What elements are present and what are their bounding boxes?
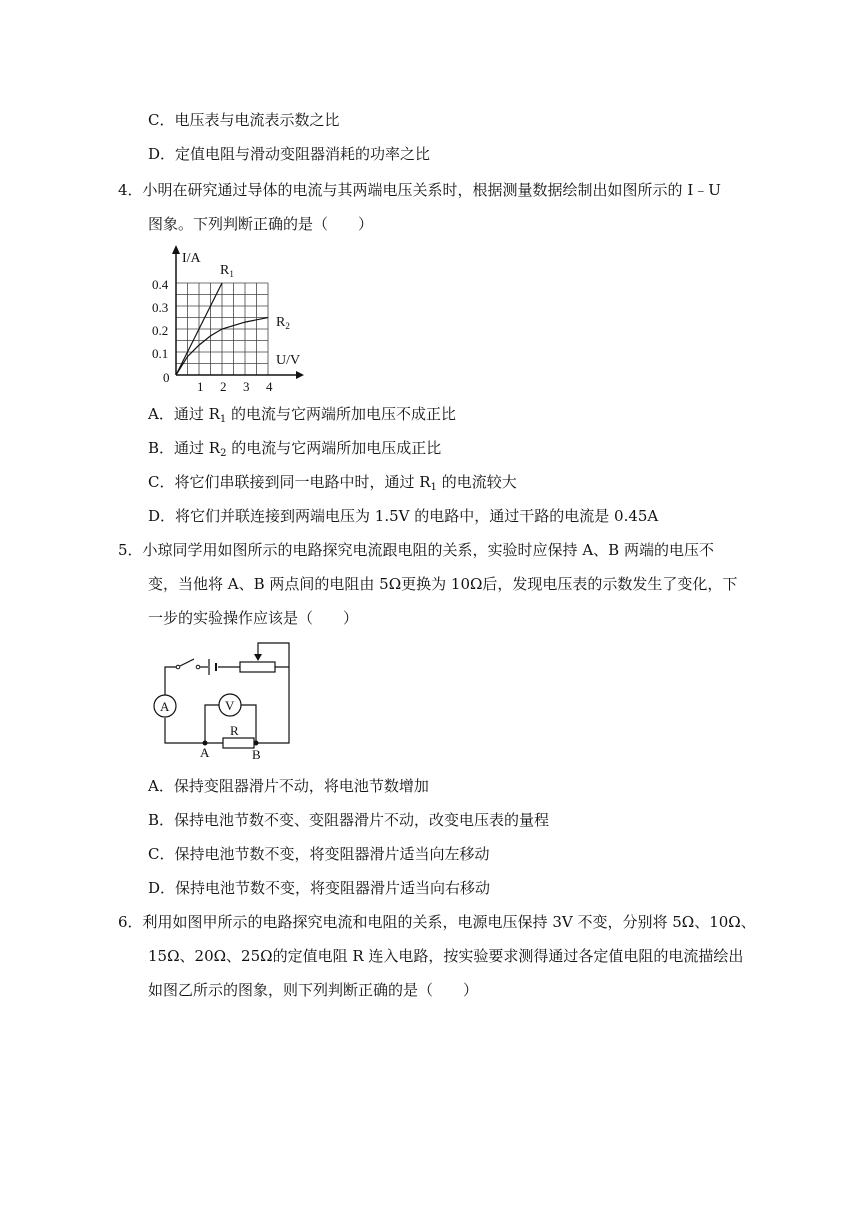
wire: [254, 667, 289, 743]
x-tick-label: 2: [220, 379, 227, 394]
origin-label: 0: [163, 370, 170, 385]
q3-option-c: C．电压表与电流表示数之比: [148, 111, 340, 129]
q5-option-c: C．保持电池节数不变，将变阻器滑片适当向左移动: [148, 845, 490, 863]
wire: [241, 705, 256, 743]
point-a-label: A: [200, 745, 210, 760]
series-r2-label: $R_2$: [276, 315, 290, 331]
x-axis-label: U/V: [276, 353, 301, 368]
wire: [165, 667, 178, 695]
rheostat-icon: [240, 662, 275, 672]
x-tick-label: 3: [243, 379, 250, 394]
y-axis-arrow: [172, 245, 180, 254]
q5-option-d: D．保持电池节数不变，将变阻器滑片适当向右移动: [148, 879, 491, 897]
q6-stem-line3: 如图乙所示的图象，则下列判断正确的是（ ）: [148, 981, 479, 999]
q4-option-a: A．通过 $R_1$ 的电流与它两端所加电压不成正比: [148, 405, 457, 425]
q3-option-d: D．定值电阻与滑动变阻器消耗的功率之比: [148, 145, 431, 163]
y-tick-label: 0.3: [152, 300, 169, 315]
y-tick-label: 0.1: [152, 346, 169, 361]
rheostat-slider-arrow: [254, 654, 262, 661]
voltmeter-label: V: [225, 698, 235, 713]
q5-stem-line2: 变，当他将 A、B 两点间的电阻由 5Ω更换为 10Ω后，发现电压表的示数发生了变化，下: [148, 575, 738, 593]
y-tick-label: 0.2: [152, 323, 169, 338]
q4-stem-line2: 图象。下列判断正确的是（ ）: [148, 215, 374, 233]
circuit-diagram: [150, 640, 300, 760]
q4-option-c: C．将它们串联接到同一电路中时，通过 $R_1$ 的电流较大: [148, 473, 517, 493]
resistor-icon: [223, 738, 254, 748]
ammeter-label: A: [160, 699, 170, 714]
q5-option-b: B．保持电池节数不变、变阻器滑片不动，改变电压表的量程: [148, 811, 550, 829]
switch-icon: [180, 659, 194, 666]
y-axis-label: I/A: [182, 251, 201, 266]
q6-stem-line1: 6．利用如图甲所示的电路探究电流和电阻的关系，电源电压保持 3V 不变，分别将 5Ω、10Ω、: [118, 913, 756, 931]
q4-stem-line1: 4．小明在研究通过导体的电流与其两端电压关系时，根据测量数据绘制出如图所示的 I﹣U: [118, 181, 721, 199]
node-b: [254, 741, 259, 746]
q5-stem-line3: 一步的实验操作应该是（ ）: [148, 609, 359, 627]
q5-stem-line1: 5．小琼同学用如图所示的电路探究电流跟电阻的关系，实验时应保持 A、B 两端的电压不: [118, 541, 714, 559]
q4-option-d: D．将它们并联连接到两端电压为 1.5V 的电路中，通过干路的电流是 0.45A: [148, 507, 659, 525]
switch-contact: [196, 665, 200, 669]
point-b-label: B: [252, 747, 261, 762]
series-r1-label: $R_1$: [220, 263, 234, 279]
q5-option-a: A．保持变阻器滑片不动，将电池节数增加: [148, 777, 429, 795]
q4-option-b: B．通过 $R_2$ 的电流与它两端所加电压成正比: [148, 439, 442, 459]
x-axis-arrow: [296, 371, 304, 379]
resistor-label: R: [230, 723, 239, 738]
y-tick-label: 0.4: [152, 277, 169, 292]
iu-chart: [150, 242, 310, 392]
x-tick-label: 1: [197, 379, 204, 394]
q6-stem-line2: 15Ω、20Ω、25Ω的定值电阻 R 连入电路，按实验要求测得通过各定值电阻的电流描绘出: [148, 947, 744, 965]
switch-contact: [176, 665, 180, 669]
wire: [205, 705, 219, 743]
wire: [165, 718, 223, 743]
x-tick-label: 4: [266, 379, 273, 394]
